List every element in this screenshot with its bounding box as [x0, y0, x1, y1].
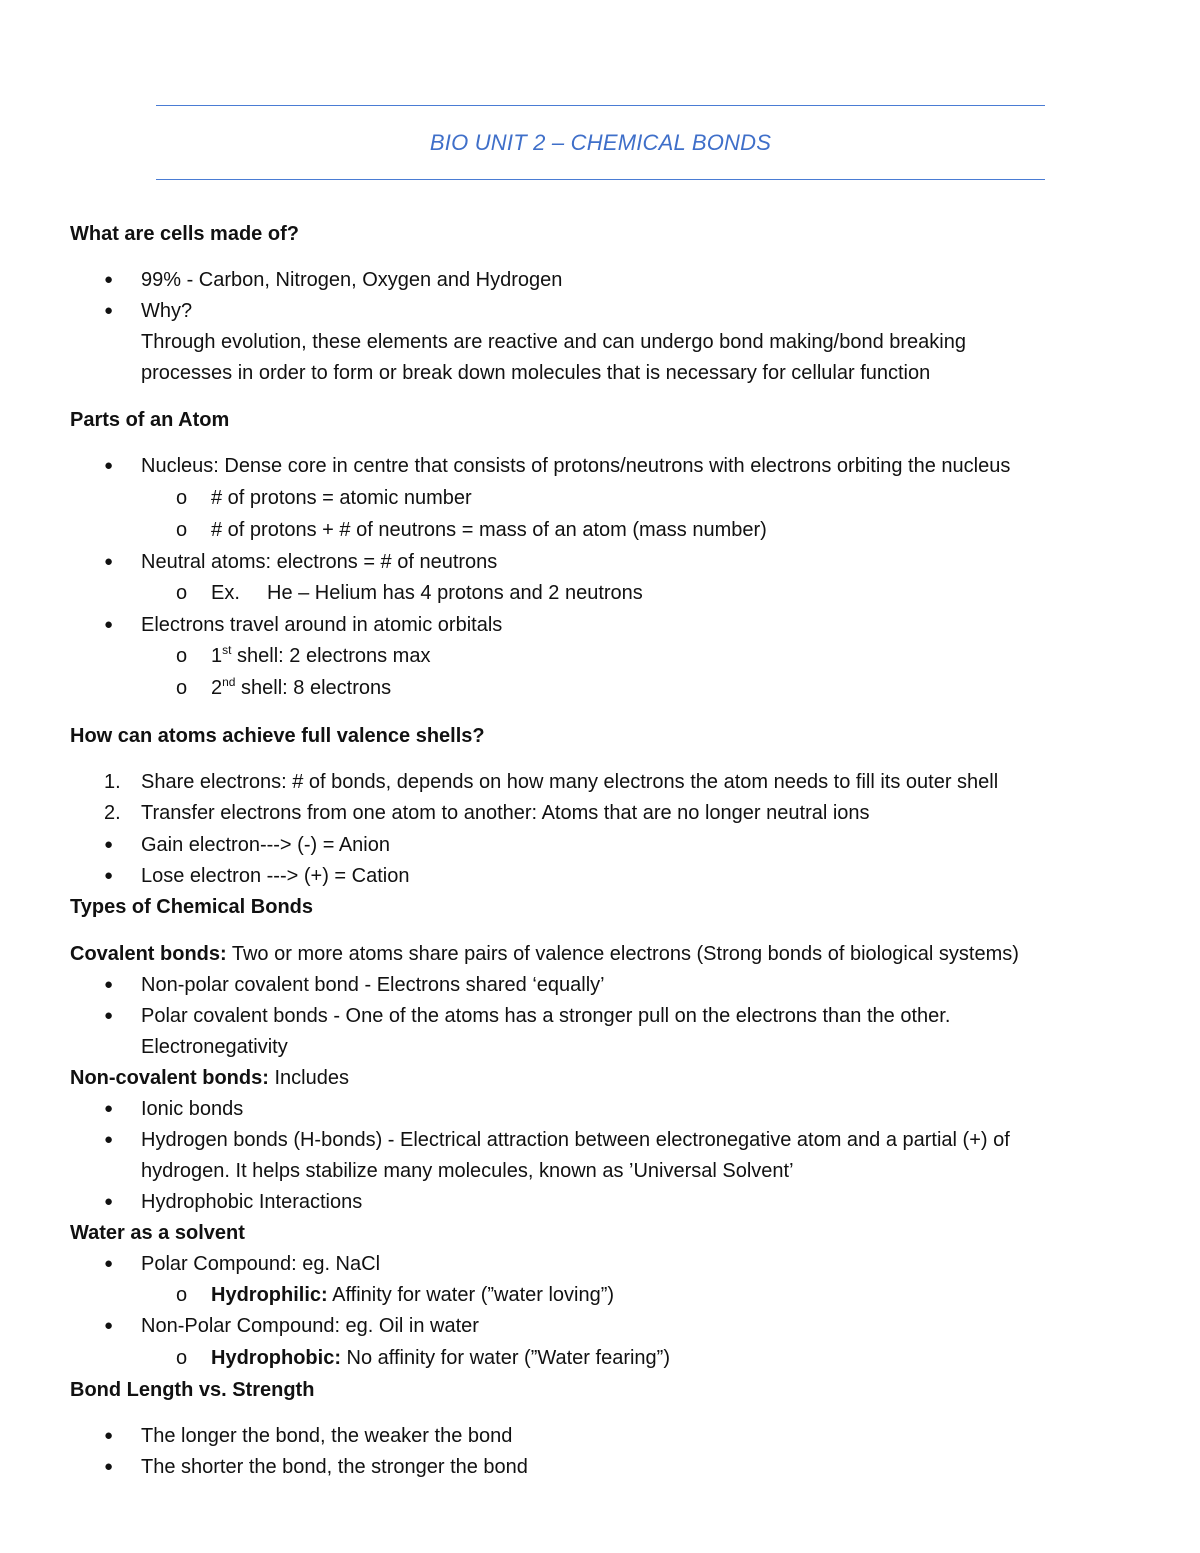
bullet-icon: ●: [104, 1131, 114, 1148]
sub-bullet-icon: o: [176, 1284, 188, 1306]
hydrophilic-label: Hydrophilic:: [211, 1284, 328, 1306]
list-item: Why?: [141, 300, 193, 322]
bullet-icon: ●: [104, 867, 114, 884]
list-item: Polar Compound: eg. NaCl: [141, 1253, 381, 1275]
title-rule-bottom: [156, 179, 1045, 180]
bullet-icon: ●: [104, 302, 114, 319]
list-item: Nucleus: Dense core in centre that consists of protons/neutrons with electrons orbiting the nucleus: [141, 455, 1011, 477]
sub-bullet-icon: o: [176, 1347, 188, 1369]
list-item: Hydrophobic Interactions: [141, 1191, 363, 1213]
sub-list-item: [211, 1282, 614, 1308]
bullet-icon: ●: [104, 271, 114, 288]
list-item: 99% - Carbon, Nitrogen, Oxygen and Hydrogen: [141, 269, 563, 291]
list-item: Ionic bonds: [141, 1098, 244, 1120]
hydrophobic-label: Hydrophobic:: [211, 1347, 341, 1369]
example-label: Ex.: [211, 582, 240, 604]
hydrophobic-text: No affinity for water (”Water fearing”): [341, 1347, 670, 1369]
numbered-item: Share electrons: # of bonds, depends on how many electrons the atom needs to fill its outer shell: [141, 771, 999, 793]
sub-bullet-icon: o: [176, 519, 188, 541]
list-item: Polar covalent bonds - One of the atoms has a stronger pull on the electrons than the other.: [141, 1005, 951, 1027]
bullet-icon: ●: [104, 1193, 114, 1210]
list-item: Electrons travel around in atomic orbitals: [141, 614, 503, 636]
page-title: BIO UNIT 2 – CHEMICAL BONDS: [429, 130, 772, 155]
list-item: The shorter the bond, the stronger the bond: [141, 1456, 528, 1478]
ordinal-suffix: st: [222, 643, 232, 657]
bullet-icon: ●: [104, 836, 114, 853]
noncovalent-definition: [70, 1065, 349, 1091]
covalent-text: Two or more atoms share pairs of valence electrons (Strong bonds of biological systems): [226, 943, 1019, 965]
list-item-continuation: hydrogen. It helps stabilize many molecules, known as ’Universal Solvent’: [141, 1160, 794, 1182]
list-item: Gain electron---> (-) = Anion: [141, 834, 390, 856]
bullet-icon: ●: [104, 976, 114, 993]
sub-bullet-icon: o: [176, 487, 188, 509]
numbered-item: Transfer electrons from one atom to another: Atoms that are no longer neutral ions: [141, 802, 870, 824]
covalent-label: Covalent bonds:: [70, 943, 227, 965]
covalent-definition: [70, 941, 1019, 967]
list-item-continuation: Through evolution, these elements are reactive and can undergo bond making/bond breaking: [141, 331, 966, 353]
list-number: 2.: [104, 802, 121, 824]
shell-text: shell: 8 electrons: [235, 677, 392, 699]
sub-bullet-icon: o: [176, 582, 188, 604]
bullet-icon: ●: [104, 1255, 114, 1272]
sub-list-item: He – Helium has 4 protons and 2 neutrons: [267, 582, 643, 604]
bullet-icon: ●: [104, 1317, 114, 1334]
list-item: Neutral atoms: electrons = # of neutrons: [141, 551, 498, 573]
sub-list-item: [211, 1345, 670, 1371]
title-rule-top: [156, 105, 1045, 106]
list-item: The longer the bond, the weaker the bond: [141, 1425, 513, 1447]
list-item: Hydrogen bonds (H-bonds) - Electrical attraction between electronegative atom and a partial (+) of: [141, 1129, 1010, 1151]
heading-water-solvent: Water as a solvent: [70, 1222, 245, 1244]
shell-text: shell: 2 electrons max: [231, 645, 431, 667]
bullet-icon: ●: [104, 1458, 114, 1475]
sub-list-item: # of protons = atomic number: [211, 487, 472, 509]
sub-list-item: [211, 643, 430, 669]
heading-bond-length: Bond Length vs. Strength: [70, 1379, 315, 1401]
bullet-icon: ●: [104, 553, 114, 570]
bullet-icon: ●: [104, 457, 114, 474]
list-number: 1.: [104, 771, 121, 793]
list-item: Lose electron ---> (+) = Cation: [141, 865, 410, 887]
bullet-icon: ●: [104, 616, 114, 633]
sub-list-item: [211, 675, 391, 701]
list-item: Non-polar covalent bond - Electrons shared ‘equally’: [141, 974, 605, 996]
shell-number: 2: [211, 677, 223, 699]
bullet-icon: ●: [104, 1007, 114, 1024]
heading-atom-parts: Parts of an Atom: [70, 409, 230, 431]
bullet-icon: ●: [104, 1100, 114, 1117]
heading-cells: What are cells made of?: [70, 223, 299, 245]
noncovalent-text: Includes: [268, 1067, 349, 1089]
heading-bond-types: Types of Chemical Bonds: [70, 896, 314, 918]
hydrophilic-text: Affinity for water (”water loving”): [327, 1284, 615, 1306]
list-item-continuation: Electronegativity: [141, 1036, 288, 1058]
heading-valence-shells: How can atoms achieve full valence shells?: [70, 725, 485, 747]
noncovalent-label: Non-covalent bonds:: [70, 1067, 269, 1089]
bullet-icon: ●: [104, 1427, 114, 1444]
ordinal-suffix: nd: [222, 675, 236, 689]
list-item: Non-Polar Compound: eg. Oil in water: [141, 1315, 479, 1337]
list-item-continuation: processes in order to form or break down molecules that is necessary for cellular function: [141, 362, 931, 384]
sub-bullet-icon: o: [176, 645, 188, 667]
shell-number: 1: [211, 645, 223, 667]
sub-list-item: # of protons + # of neutrons = mass of an atom (mass number): [211, 519, 767, 541]
sub-bullet-icon: o: [176, 677, 188, 699]
